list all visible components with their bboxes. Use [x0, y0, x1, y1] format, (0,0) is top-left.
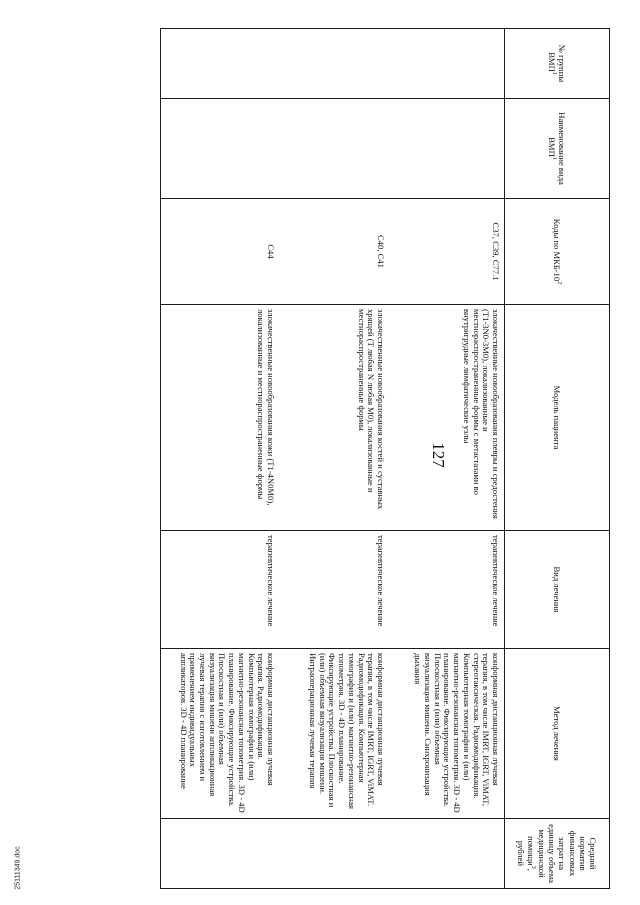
footer-filename: 25111349.doc: [14, 846, 22, 890]
cell-treatment-method: конформная дистанционная лучевая терапия. Радиомодификация. Компьютерная томография и (или) магнитно-резонансная топометрия. 3D - 4D планирование. Фиксирующие устройства. Плоскостная и (или) объемная визуализация мишени аппликационная лучевая терапия с изготовлением и применением индивидуальных аппликаторов. 3D - 4D планирование: [161, 649, 280, 819]
cell-treatment-method: конформная дистанционная лучевая терапия, в том числе IMRT, IGRT, ViMAT. Радиомодификация. Компьютерная томография и (или) магнитно-резонансная топометрия. 3D - 4D планирование. Фиксирующие устройства. Плоскостная и (или) объемная визуализация мишени. Интраоперационная лучевая терапия: [279, 649, 389, 819]
cell-treatment-type: терапевтическое лечение: [389, 531, 505, 649]
cell-patient-model: злокачественные новообразования кожи (T1-4N0M0), локализованные и местнораспространенные формы: [161, 305, 280, 531]
cell-patient-model: злокачественные новообразования костей и суставных хрящей (T любая N любая M0), локализованные и местнораспространенные формы: [279, 305, 389, 531]
vmp-table-container: [55, 28, 610, 888]
header-vmp-name: Наименование вида ВМП$^1$: [505, 99, 610, 199]
header-icd-codes: Коды по МКБ-$10^2$: [505, 199, 610, 305]
cell-icd-codes: C44: [161, 199, 280, 305]
cell-treatment-type: терапевтическое лечение: [279, 531, 389, 649]
cell-treatment-method: конформная дистанционная лучевая терапия, в том числе IMRT, IGRT, ViMAT, стереотаксическая. Радиомодификация. Компьютерная томография и (или) магнитно-резонансная топометрия. 3D - 4D планирование. Фиксирующие устройства. Плоскостная и (или) объемная визуализация мишени. Синхронизация дыхания: [389, 649, 505, 819]
cell-patient-model: злокачественные новообразования плевры и средостения (T1-3N0-3M0), локализованные и местнораспространенные формы с метастазами во внутригрудные лимфатические узлы: [389, 305, 505, 531]
header-average-cost: Средний норматив финансовых затрат на единицу объема медицинской помощи$^3$, рублей: [505, 819, 610, 889]
page-number: 127: [429, 442, 448, 468]
cell-group-number: [161, 29, 280, 99]
cell-vmp-name: [389, 99, 505, 199]
table-row: [279, 29, 389, 889]
cell-group-number: [389, 29, 505, 99]
cell-vmp-name: [279, 99, 389, 199]
vmp-tariff-table: [160, 28, 610, 889]
table-row: [389, 29, 505, 889]
table-header-row: [505, 29, 610, 889]
cell-average-cost: [279, 819, 389, 889]
cell-group-number: [279, 29, 389, 99]
table-row: [161, 29, 280, 889]
cell-icd-codes: C40, C41: [279, 199, 389, 305]
header-treatment-type: Вид лечения: [505, 531, 610, 649]
cell-icd-codes: C37, C39, C77.1: [389, 199, 505, 305]
header-treatment-method: Метод лечения: [505, 649, 610, 819]
cell-vmp-name: [161, 99, 280, 199]
cell-treatment-type: терапевтическое лечение: [161, 531, 280, 649]
cell-average-cost: [161, 819, 280, 889]
header-patient-model: Модель пациента: [505, 305, 610, 531]
cell-average-cost: [389, 819, 505, 889]
header-group-number: № группы ВМП$^1$: [505, 29, 610, 99]
